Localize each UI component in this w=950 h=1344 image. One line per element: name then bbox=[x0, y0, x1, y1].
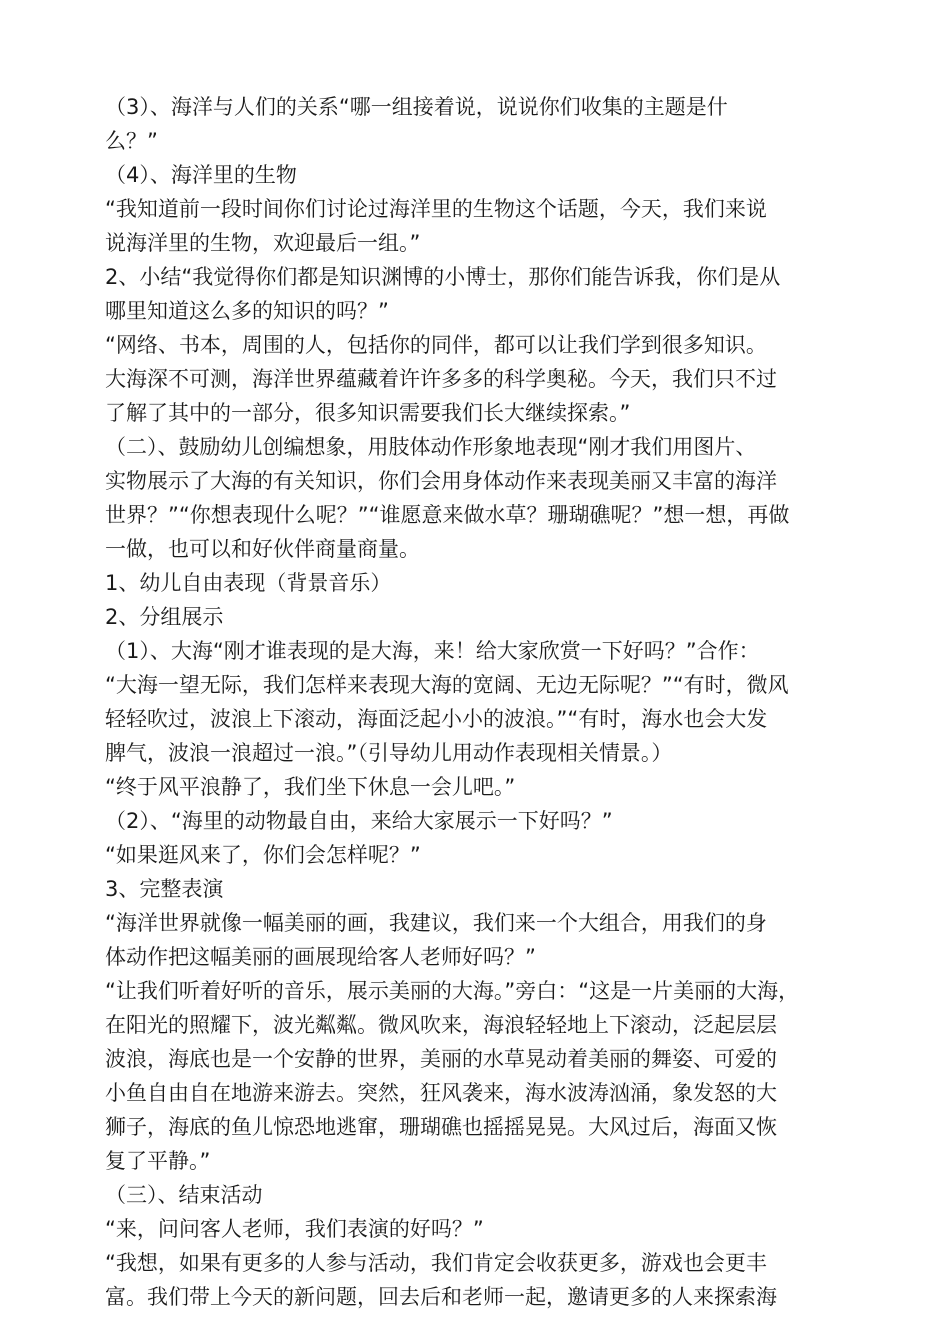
text-line: “网络、书本，周围的人，包括你的同伴，都可以让我们学到很多知识。 bbox=[105, 333, 767, 357]
document-body bbox=[105, 90, 865, 1314]
text-line: 富。我们带上今天的新问题，回去后和老师一起，邀请更多的人来探索海 bbox=[105, 1285, 777, 1309]
text-line: “我知道前一段时间你们讨论过海洋里的生物这个话题，今天，我们来说 bbox=[105, 197, 767, 221]
text-line: （二）、鼓励幼儿创编想象，用肢体动作形象地表现“刚才我们用图片、 bbox=[105, 435, 757, 459]
text-line: “大海一望无际，我们怎样来表现大海的宽阔、无边无际呢？”“有时，微风 bbox=[105, 673, 789, 697]
text-line: “如果逛风来了，你们会怎样呢？” bbox=[105, 843, 421, 867]
text-line: （4）、海洋里的生物 bbox=[105, 163, 297, 187]
text-line: 1、幼儿自由表现（背景音乐） bbox=[105, 571, 392, 595]
text-line: 体动作把这幅美丽的画展现给客人老师好吗？” bbox=[105, 945, 536, 969]
text-line: 了解了其中的一部分，很多知识需要我们长大继续探索。” bbox=[105, 401, 631, 425]
text-line: “终于风平浪静了，我们坐下休息一会儿吧。” bbox=[105, 775, 516, 799]
text-line: “我想，如果有更多的人参与活动，我们肯定会收获更多，游戏也会更丰 bbox=[105, 1251, 767, 1275]
text-line: 脾气，波浪一浪超过一浪。”（引导幼儿用动作表现相关情景。） bbox=[105, 741, 673, 765]
text-line: 说海洋里的生物，欢迎最后一组。” bbox=[105, 231, 421, 255]
text-line: 大海深不可测，海洋世界蕴藏着许许多多的科学奥秘。今天，我们只不过 bbox=[105, 367, 777, 391]
text-line: 复了平静。” bbox=[105, 1149, 211, 1173]
text-line: 哪里知道这么多的知识的吗？” bbox=[105, 299, 389, 323]
text-line: “海洋世界就像一幅美丽的画，我建议，我们来一个大组合，用我们的身 bbox=[105, 911, 767, 935]
text-line: 一做，也可以和好伙伴商量商量。 bbox=[105, 537, 420, 561]
text-line: 3、完整表演 bbox=[105, 877, 224, 901]
text-line: 狮子，海底的鱼儿惊恐地逃窜，珊瑚礁也摇摇晃晃。大风过后，海面又恢 bbox=[105, 1115, 777, 1139]
text-line: 波浪，海底也是一个安静的世界，美丽的水草晃动着美丽的舞姿、可爱的 bbox=[105, 1047, 777, 1071]
text-line: 2、分组展示 bbox=[105, 605, 224, 629]
text-line: “来，问问客人老师，我们表演的好吗？” bbox=[105, 1217, 484, 1241]
text-line: （1）、大海“刚才谁表现的是大海，来！给大家欣赏一下好吗？”合作： bbox=[105, 639, 760, 663]
text-line: （2）、“海里的动物最自由，来给大家展示一下好吗？” bbox=[105, 809, 613, 833]
text-line: 轻轻吹过，波浪上下滚动，海面泛起小小的波浪。”“有时，海水也会大发 bbox=[105, 707, 768, 731]
text-line: （三）、结束活动 bbox=[105, 1183, 263, 1207]
text-line: “让我们听着好听的音乐，展示美丽的大海。”旁白：“这是一片美丽的大海， bbox=[105, 979, 800, 1003]
text-line: （3）、海洋与人们的关系“哪一组接着说，说说你们收集的主题是什 bbox=[105, 95, 728, 119]
text-line: 小鱼自由自在地游来游去。突然，狂风袭来，海水波涛汹涌，象发怒的大 bbox=[105, 1081, 777, 1105]
text-line: 2、小结“我觉得你们都是知识渊博的小博士，那你们能告诉我，你们是从 bbox=[105, 265, 781, 289]
text-line: 实物展示了大海的有关知识，你们会用身体动作来表现美丽又丰富的海洋 bbox=[105, 469, 777, 493]
text-line: 在阳光的照耀下，波光粼粼。微风吹来，海浪轻轻地上下滚动，泛起层层 bbox=[105, 1013, 777, 1037]
text-line: 世界？”“你想表现什么呢？”“谁愿意来做水草？珊瑚礁呢？”想一想，再做 bbox=[105, 503, 790, 527]
text-line: 么？” bbox=[105, 129, 158, 153]
